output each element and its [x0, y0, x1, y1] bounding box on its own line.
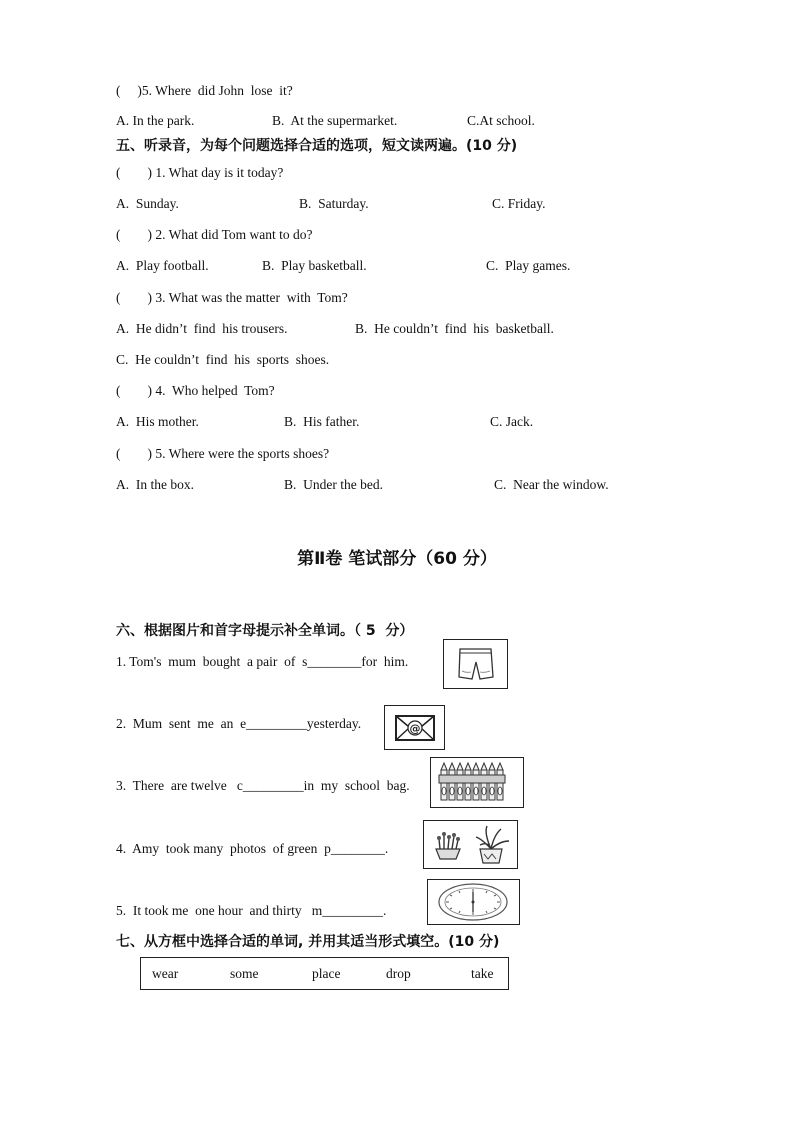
option-c: C.At school.: [467, 113, 535, 128]
svg-text:@: @: [409, 722, 421, 735]
shorts-icon: [443, 639, 508, 689]
option-a: A. Sunday.: [116, 196, 179, 211]
email-icon: [384, 705, 445, 750]
option-b: B. Under the bed.: [284, 477, 383, 492]
question-line: ( )5. Where did John lose it?: [116, 83, 293, 98]
word-option: wear: [152, 966, 179, 981]
fill-item: 5. It took me one hour and thirty m_________.: [116, 903, 387, 918]
option-b: B. Play basketball.: [262, 258, 367, 273]
fill-item: 4. Amy took many photos of green p________.: [116, 841, 389, 856]
question-line: ( ) 4. Who helped Tom?: [116, 383, 275, 398]
part5-heading: 五、听录音，为每个问题选择合适的选项，短文读两遍。(10 分): [116, 138, 518, 154]
word-box: [140, 957, 509, 990]
option-a: A. Play football.: [116, 258, 209, 273]
plants-icon: [423, 820, 518, 869]
word-option: take: [471, 966, 494, 981]
option-c: C. He couldn’t find his sports shoes.: [116, 352, 330, 367]
word-option: drop: [386, 966, 411, 981]
question-line: ( ) 1. What day is it today?: [116, 165, 284, 180]
part7-heading: 七、从方框中选择合适的单词, 并用其适当形式填空。(10 分): [116, 934, 500, 950]
fill-item: 3. There are twelve c_________in my school bag.: [116, 778, 410, 793]
question-line: ( ) 3. What was the matter with Tom?: [116, 290, 348, 305]
fill-item: 2. Mum sent me an e_________yesterday.: [116, 716, 362, 731]
word-option: some: [230, 966, 259, 981]
option-b: B. His father.: [284, 414, 360, 429]
clock-icon: [427, 879, 520, 925]
option-a: A. In the box.: [116, 477, 194, 492]
question-line: ( ) 5. Where were the sports shoes?: [116, 446, 330, 461]
option-c: C. Near the window.: [494, 477, 609, 492]
word-option: place: [312, 966, 341, 981]
section-title: 第Ⅱ卷 笔试部分（60 分）: [297, 549, 497, 569]
option-c: C. Play games.: [486, 258, 571, 273]
option-b: B. Saturday.: [299, 196, 369, 211]
option-a: A. In the park.: [116, 113, 195, 128]
crayons-icon: [430, 757, 524, 808]
option-c: C. Friday.: [492, 196, 546, 211]
part6-heading: 六、根据图片和首字母提示补全单词。（ 5 分）: [116, 623, 414, 639]
option-b: B. At the supermarket.: [272, 113, 398, 128]
question-line: ( ) 2. What did Tom want to do?: [116, 227, 313, 242]
fill-item: 1. Tom's mum bought a pair of s________for him.: [116, 654, 409, 669]
option-a: A. His mother.: [116, 414, 199, 429]
option-a: A. He didn’t find his trousers.: [116, 321, 288, 336]
option-b: B. He couldn’t find his basketball.: [355, 321, 554, 336]
option-c: C. Jack.: [490, 414, 534, 429]
